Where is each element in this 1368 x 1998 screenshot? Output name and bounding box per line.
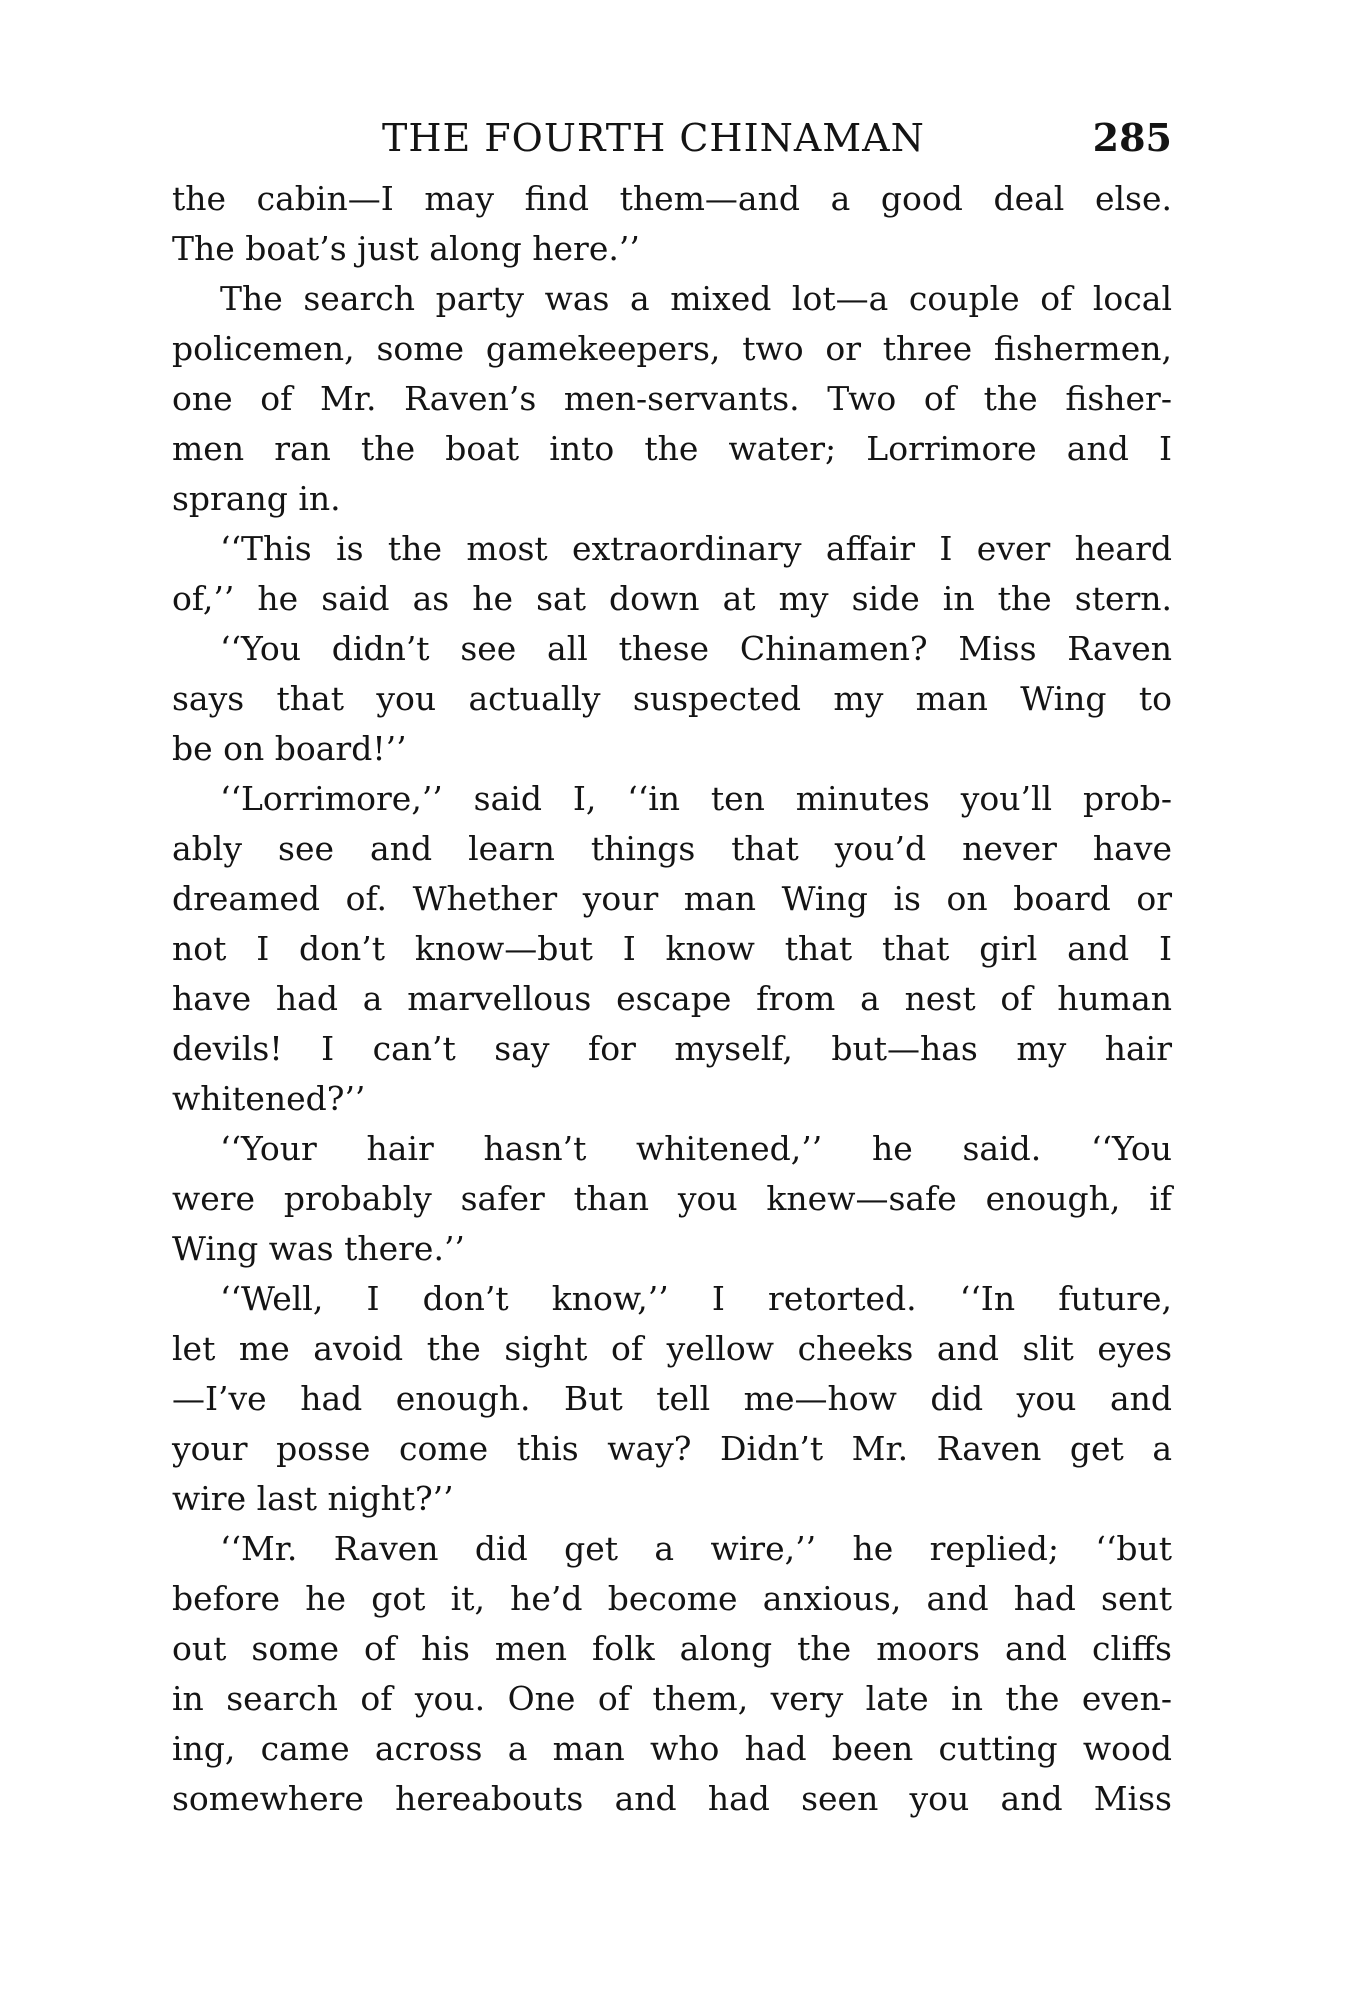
text-line: devils! I can’t say for myself, but—has my hair — [172, 1029, 1172, 1068]
text-line: whitened?’’ — [172, 1079, 366, 1118]
running-title: THE FOURTH CHINAMAN — [382, 116, 925, 160]
text-line: ably see and learn things that you’d never have — [172, 829, 1172, 868]
text-line: be on board!’’ — [172, 729, 407, 768]
text-line: were probably safer than you knew—safe enough, if — [172, 1179, 1172, 1218]
text-line: one of Mr. Raven’s men-servants. Two of the fisher- — [172, 379, 1172, 418]
text-line: ‘‘Well, I don’t know,’’ I retorted. ‘‘In future, — [220, 1279, 1172, 1318]
text-line: The search party was a mixed lot—a couple of local — [220, 279, 1172, 318]
text-line: —I’ve had enough. But tell me—how did you and — [172, 1379, 1172, 1418]
body-text — [172, 174, 1172, 1824]
text-line: Wing was there.’’ — [172, 1229, 465, 1268]
text-line: ‘‘Your hair hasn’t whitened,’’ he said. ‘‘You — [220, 1129, 1172, 1168]
text-line: The boat’s just along here.’’ — [172, 229, 640, 268]
text-line: says that you actually suspected my man Wing to — [172, 679, 1172, 718]
text-line: your posse come this way? Didn’t Mr. Raven get a — [172, 1429, 1172, 1468]
text-line: of,’’ he said as he sat down at my side in the stern. — [172, 579, 1172, 618]
text-line: out some of his men folk along the moors and cliffs — [172, 1629, 1172, 1668]
text-line: dreamed of. Whether your man Wing is on board or — [172, 879, 1172, 918]
text-line: let me avoid the sight of yellow cheeks and slit eyes — [172, 1329, 1172, 1368]
text-line: have had a marvellous escape from a nest of human — [172, 979, 1172, 1018]
text-line: not I don’t know—but I know that that girl and I — [172, 929, 1172, 968]
text-line: in search of you. One of them, very late in the even- — [172, 1679, 1172, 1718]
text-line: the cabin—I may find them—and a good deal else. — [172, 179, 1172, 218]
text-line: ‘‘Mr. Raven did get a wire,’’ he replied; ‘‘but — [220, 1529, 1172, 1568]
text-line: ing, came across a man who had been cutting wood — [172, 1729, 1172, 1768]
text-line: ‘‘You didn’t see all these Chinamen? Miss Raven — [220, 629, 1172, 668]
text-line: policemen, some gamekeepers, two or three fishermen, — [172, 329, 1172, 368]
text-line: wire last night?’’ — [172, 1479, 454, 1518]
text-line: before he got it, he’d become anxious, and had sent — [172, 1579, 1172, 1618]
text-line: men ran the boat into the water; Lorrimore and I — [172, 429, 1172, 468]
text-line: ‘‘Lorrimore,’’ said I, ‘‘in ten minutes you’ll prob- — [220, 779, 1172, 818]
page-number: 285 — [1092, 115, 1172, 160]
text-line: sprang in. — [172, 479, 341, 518]
text-line: ‘‘This is the most extraordinary affair I ever heard — [220, 529, 1172, 568]
running-header — [172, 112, 1172, 164]
text-line: somewhere hereabouts and had seen you and Miss — [172, 1779, 1172, 1818]
